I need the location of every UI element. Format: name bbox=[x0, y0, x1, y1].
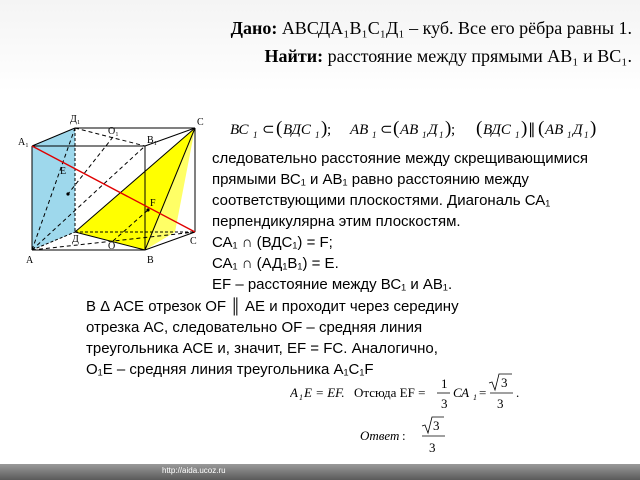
f3-plane-sub: 1 bbox=[515, 130, 520, 140]
label-c1: С bbox=[197, 117, 204, 128]
answer-den: 3 bbox=[429, 440, 436, 455]
label-e: Е bbox=[60, 166, 67, 177]
f3-lparen: ( bbox=[476, 118, 483, 139]
f2r-lhs-a-sub: 1 bbox=[299, 393, 303, 402]
f1-plane: ВДС bbox=[283, 122, 311, 138]
f2-main: АВ bbox=[350, 122, 369, 138]
f2r-lhs-rest: Е = EF. bbox=[304, 385, 345, 400]
f3-rparen: ) bbox=[521, 118, 528, 139]
f3-rparen2: ) bbox=[590, 118, 597, 139]
f3-plane2-b-sub: 1 bbox=[584, 130, 589, 140]
f3-plane2-a: АВ bbox=[545, 122, 564, 138]
para2-line: треугольника АСЕ и, значит, EF = FC. Аналогично, bbox=[86, 340, 438, 357]
given-label: Дано: bbox=[230, 18, 278, 38]
para2-line: отрезка АС, следовательно OF – средняя линия bbox=[86, 319, 423, 336]
f2r-den1: 3 bbox=[441, 396, 448, 411]
f2-semicolon: ; bbox=[451, 122, 456, 138]
label-b1: В₁ bbox=[147, 135, 158, 146]
f2r-eq: = bbox=[479, 385, 487, 400]
label-o: О bbox=[108, 241, 116, 252]
para1-line: СА₁ ∩ (АД₁В₁) = Е. bbox=[212, 255, 339, 272]
answer-label: Ответ bbox=[360, 428, 400, 443]
f2-plane-b-sub: 1 bbox=[439, 130, 444, 140]
para1-line: следовательно расстояние между скрещивающимися bbox=[212, 150, 588, 167]
f1-main: ВС bbox=[230, 122, 249, 138]
explanation-paragraph-2 bbox=[86, 296, 506, 380]
f1-semicolon: ; bbox=[327, 122, 332, 138]
f2r-dot: . bbox=[516, 385, 520, 400]
answer-sqrt-arg: 3 bbox=[433, 418, 440, 433]
para2-line: О₁Е – средняя линия треугольника А₁С₁F bbox=[86, 361, 374, 378]
point-e bbox=[66, 192, 69, 195]
label-b: В bbox=[147, 255, 154, 266]
para1-line: соответствующими плоскостями. Диагональ СА₁ bbox=[212, 192, 551, 209]
answer-colon: : bbox=[402, 428, 406, 443]
f2-op: ⊂ bbox=[380, 122, 393, 138]
f1-op: ⊂ bbox=[262, 122, 275, 138]
f3-plane2-b: Д bbox=[573, 122, 583, 138]
f2-lparen: ( bbox=[393, 118, 400, 139]
f2-plane-a: АВ bbox=[400, 122, 419, 138]
find-text: расстояние между прямыми АВ₁ и ВС₁. bbox=[327, 46, 632, 66]
f2-plane-a-sub: 1 bbox=[422, 130, 427, 140]
label-o1: О₁ bbox=[108, 126, 119, 137]
para1-line: перпендикулярна этим плоскостям. bbox=[212, 213, 461, 230]
find-line bbox=[231, 42, 632, 70]
para1-line: прямыми ВС₁ и АВ₁ равно расстоянию между bbox=[212, 171, 529, 188]
parallel-sign: ∥ bbox=[528, 122, 536, 138]
f1-sub: 1 bbox=[253, 130, 258, 140]
para2-line: В Δ АСЕ отрезок OF ║ АЕ и проходит через середину bbox=[86, 298, 459, 315]
given-line bbox=[231, 14, 632, 42]
para1-line: EF – расстояние между ВС₁ и АВ₁. bbox=[212, 276, 453, 293]
problem-header bbox=[231, 14, 632, 70]
cube-figure bbox=[0, 108, 215, 268]
f1-plane-sub: 1 bbox=[315, 130, 320, 140]
label-d1: Д₁ bbox=[70, 114, 81, 125]
source-url[interactable]: http://aida.ucoz.ru bbox=[162, 466, 226, 475]
f2-plane-b: Д bbox=[428, 122, 438, 138]
f1-rparen: ) bbox=[321, 118, 328, 139]
explanation-paragraph-1 bbox=[212, 148, 632, 295]
f2r-lhs-a: А bbox=[290, 385, 298, 400]
f2r-den2: 3 bbox=[497, 396, 504, 411]
f1-lparen: ( bbox=[276, 118, 283, 139]
given-text: АВСДА₁В₁С₁Д₁ – куб. Все его рёбра равны 1. bbox=[281, 18, 632, 38]
label-a: А bbox=[26, 255, 34, 266]
f2-sub: 1 bbox=[372, 130, 377, 140]
label-a1: А₁ bbox=[18, 137, 29, 148]
formula-result bbox=[290, 372, 530, 414]
answer-block bbox=[360, 414, 480, 460]
label-d: Д bbox=[72, 234, 79, 245]
label-f: F bbox=[150, 198, 156, 209]
f2r-ca-sub: 1 bbox=[473, 393, 477, 402]
f2-rparen: ) bbox=[445, 118, 452, 139]
f2r-sqrt-arg: 3 bbox=[501, 375, 508, 390]
formula-planes bbox=[226, 112, 626, 144]
footer-bar bbox=[0, 464, 640, 480]
f3-plane: ВДС bbox=[483, 122, 511, 138]
para1-line: СА₁ ∩ (ВДС₁) = F; bbox=[212, 234, 333, 251]
f3-plane2-a-sub: 1 bbox=[567, 130, 572, 140]
find-label: Найти: bbox=[264, 46, 324, 66]
f2r-hence: Отсюда EF = bbox=[354, 385, 426, 400]
f2r-num1: 1 bbox=[441, 376, 448, 391]
f2r-ca: СА bbox=[453, 385, 470, 400]
label-c: С bbox=[190, 236, 197, 247]
f3-lparen2: ( bbox=[538, 118, 545, 139]
